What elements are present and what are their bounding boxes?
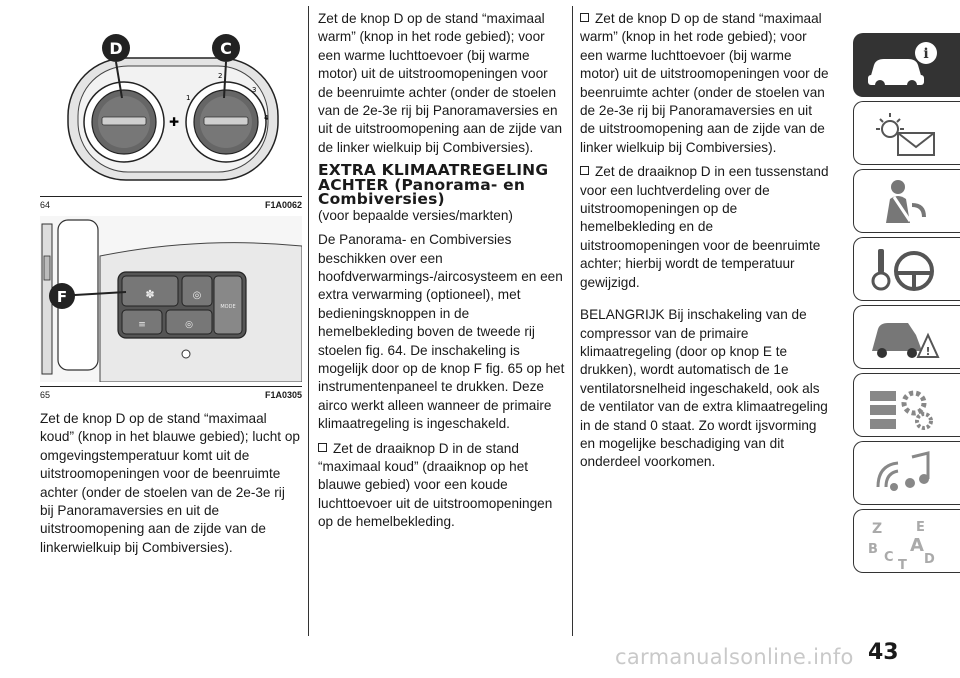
- index-letter: C: [884, 550, 894, 565]
- paragraph: De Panorama- en Combiversies beschikken over een hoofdverwarmings-/aircosysteem en een extra verwarming (optioneel), met bedieningsknoppen in de hemelbekleding boven de tweede rij stoelen fig. 64. De inschakeling is mogelijk door op de knop F fig. 65 op het instrumentenpaneel te drukken. Deze airco werkt alleen wanneer de primaire klimaatregeling is ingeschakeld.: [318, 232, 565, 432]
- figure-caption: [40, 390, 302, 400]
- index-letter: Z: [872, 521, 883, 537]
- column-2: [318, 10, 566, 538]
- starting-driving-icon: [864, 243, 944, 297]
- bullet-item: [580, 10, 830, 157]
- column-divider-2: [572, 6, 573, 636]
- section-subheading: (voor bepaalde versies/markten): [318, 207, 513, 223]
- figure-rule: [40, 196, 302, 197]
- mode-label: MODE: [220, 304, 236, 310]
- tick-label: 2: [218, 72, 223, 80]
- emergency-icon: [864, 311, 944, 365]
- tab-index[interactable]: [853, 509, 960, 573]
- paragraph: Zet de knop D op de stand “maximaal koud” (knop in het blauwe gebied); lucht op omgevingstemperatuur komt uit de uitstroomopeningen voor de beenruimte achter (onder de stoelen van de 2e-3e rij bij Panoramaversies en uit de uitstroomopening aan de zijde van de linkerwielkuip bij Combiversies).: [40, 411, 300, 555]
- figure-rule: [40, 386, 302, 387]
- figure-code: F1A0062: [264, 200, 302, 210]
- callout-d: D: [109, 39, 123, 58]
- figure-code: F1A0305: [264, 390, 302, 400]
- tab-emergency[interactable]: [853, 305, 960, 369]
- section-heading: EXTRA KLIMAATREGELING ACHTER (Panorama- en Combiversies): [318, 161, 549, 209]
- svg-text:i: i: [923, 46, 929, 62]
- tab-maintenance[interactable]: [853, 373, 960, 437]
- figure-65: [40, 216, 302, 382]
- column-divider-1: [308, 6, 309, 636]
- page-number: 43: [868, 640, 899, 665]
- dashboard-button-illustration: [40, 216, 302, 382]
- tab-multimedia[interactable]: [853, 441, 960, 505]
- figure-caption: [40, 200, 302, 210]
- checkbox-bullet-icon: [318, 443, 327, 452]
- svg-text:≡: ≡: [138, 320, 146, 330]
- car-info-icon: [864, 39, 944, 93]
- callout-f: F: [56, 288, 68, 306]
- index-icon: [864, 515, 944, 571]
- warning-lights-icon: [864, 107, 944, 161]
- bullet-item: [580, 163, 830, 292]
- tick-label: 4: [264, 114, 269, 122]
- svg-text:◎: ◎: [185, 320, 193, 330]
- tick-label: 3: [252, 86, 257, 94]
- index-letter: B: [868, 542, 878, 557]
- bullet-text: Zet de draaiknop D in een tussenstand voor een luchtverdeling over de uitstroomopeningen op de hemelbekleding en de uitstroomopeningen voor de beenruimte achter; hierbij wordt de temperatuur gewijzigd.: [580, 164, 829, 290]
- tab-safety[interactable]: [853, 169, 960, 233]
- bullet-text: Zet de knop D op de stand “maximaal warm” (knop in het rode gebied); voor een warme luchttoevoer (bij warme motor) uit de uitstroomopeningen voor de beenruimte achter (onder de stoelen van de 2e-3e rij bij Panoramaversies en uit de uitstroomopening aan de zijde van de linker wielkuip bij Combiversies).: [580, 11, 829, 155]
- index-letter: T: [898, 558, 907, 571]
- svg-text:✚: ✚: [168, 115, 180, 129]
- tab-warning-lights[interactable]: [853, 101, 960, 165]
- maintenance-icon: [864, 379, 944, 433]
- figure-number: 64: [40, 200, 51, 210]
- tab-starting-driving[interactable]: [853, 237, 960, 301]
- index-letter: D: [924, 552, 935, 567]
- safety-icon: [864, 175, 944, 229]
- figure-64: [40, 6, 302, 192]
- svg-text:✽: ✽: [145, 288, 155, 301]
- svg-text:◎: ◎: [192, 290, 202, 301]
- bullet-item: [318, 440, 566, 532]
- checkbox-bullet-icon: [580, 13, 589, 22]
- multimedia-icon: [864, 447, 944, 501]
- figure-number: 65: [40, 390, 51, 400]
- index-letter: E: [916, 520, 925, 535]
- climate-knobs-illustration: [40, 6, 302, 192]
- index-letter: A: [910, 535, 924, 556]
- callout-c: C: [220, 39, 232, 58]
- svg-text:!: !: [925, 345, 931, 358]
- checkbox-bullet-icon: [580, 166, 589, 175]
- paragraph-important: BELANGRIJK Bij inschakeling van de compressor van de primaire klimaatregeling (door op knop E te drukken), wordt automatisch de 1e ventilatorsnelheid ingeschakeld, ook als de ventilator van de extra klimaatregeling in de stand 0 staat. Zo wordt ijsvorming en mogelijke beschadiging van dit onderdeel voorkomen.: [580, 307, 828, 470]
- watermark: carmanualsonline.info: [615, 645, 854, 669]
- tab-car-info[interactable]: [853, 33, 960, 97]
- tick-label: 1: [186, 94, 191, 102]
- column-3: [580, 10, 830, 478]
- paragraph: Zet de knop D op de stand “maximaal warm” (knop in het rode gebied); voor een warme luchttoevoer (bij warme motor) uit de uitstroomopeningen voor de beenruimte achter (onder de stoelen van de 2e-3e rij bij Panoramaversies en uit de uitstroomopening aan de zijde van de linker wielkuip bij Combiversies).: [318, 11, 563, 155]
- bullet-text: Zet de draaiknop D in de stand “maximaal koud” (draaiknop op het blauwe gebied) voor een koude luchttoevoer uit de uitstroomopeningen op de hemelbekleding.: [318, 440, 553, 530]
